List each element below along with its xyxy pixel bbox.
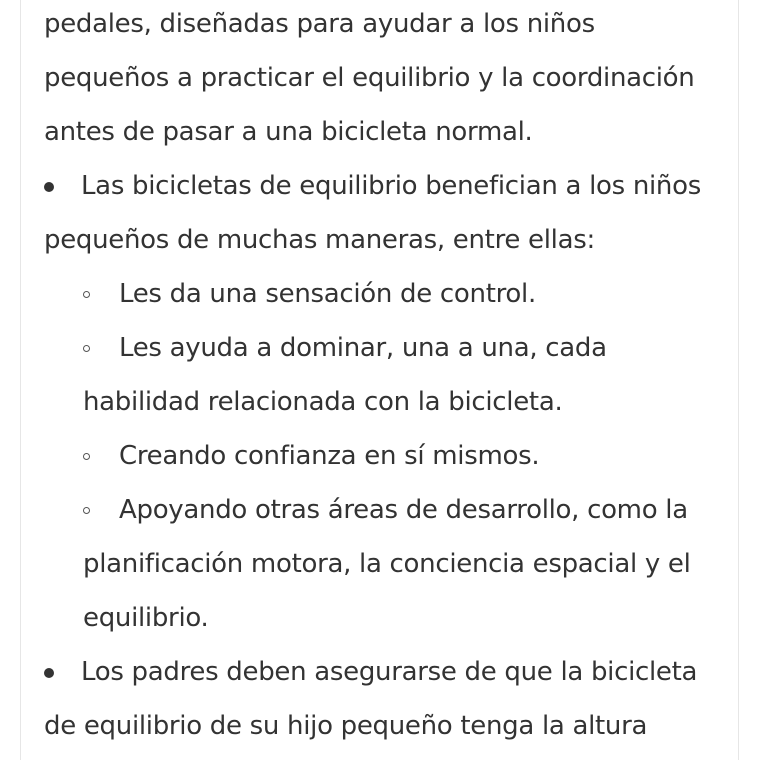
sub-list-item (44, 429, 724, 483)
list-item (44, 159, 724, 267)
sub-list-item (44, 483, 724, 645)
list-item (44, 645, 724, 753)
sub-list-item-text: Apoyando otras áreas de desarrollo, como la planificación motora, la conciencia espacial y el equilibrio. (83, 495, 691, 633)
sub-list-item-text: Les ayuda a dominar, una a una, cada habilidad relacionada con la bicicleta. (83, 333, 607, 417)
bullet-circle-icon (83, 453, 90, 460)
bullet-circle-icon (83, 345, 90, 352)
list-item-text: Los padres deben asegurarse de que la bicicleta de equilibrio de su hijo pequeño tenga la altura (44, 657, 698, 741)
bullet-dot-icon (44, 182, 54, 192)
article-body (44, 0, 724, 753)
bullet-dot-icon (44, 668, 54, 678)
intro-paragraph: pedales, diseñadas para ayudar a los niños pequeños a practicar el equilibrio y la coordinación antes de pasar a una bicicleta normal. (44, 9, 695, 147)
sub-list-item (44, 267, 724, 321)
list-item-text: Las bicicletas de equilibrio benefician a los niños pequeños de muchas maneras, entre ellas: (44, 171, 701, 255)
bullet-circle-icon (83, 291, 90, 298)
bullet-circle-icon (83, 507, 90, 514)
sub-list-item-text: Les da una sensación de control. (119, 279, 536, 309)
sub-list-item (44, 321, 724, 429)
sub-list-item-text: Creando confianza en sí mismos. (119, 441, 540, 471)
